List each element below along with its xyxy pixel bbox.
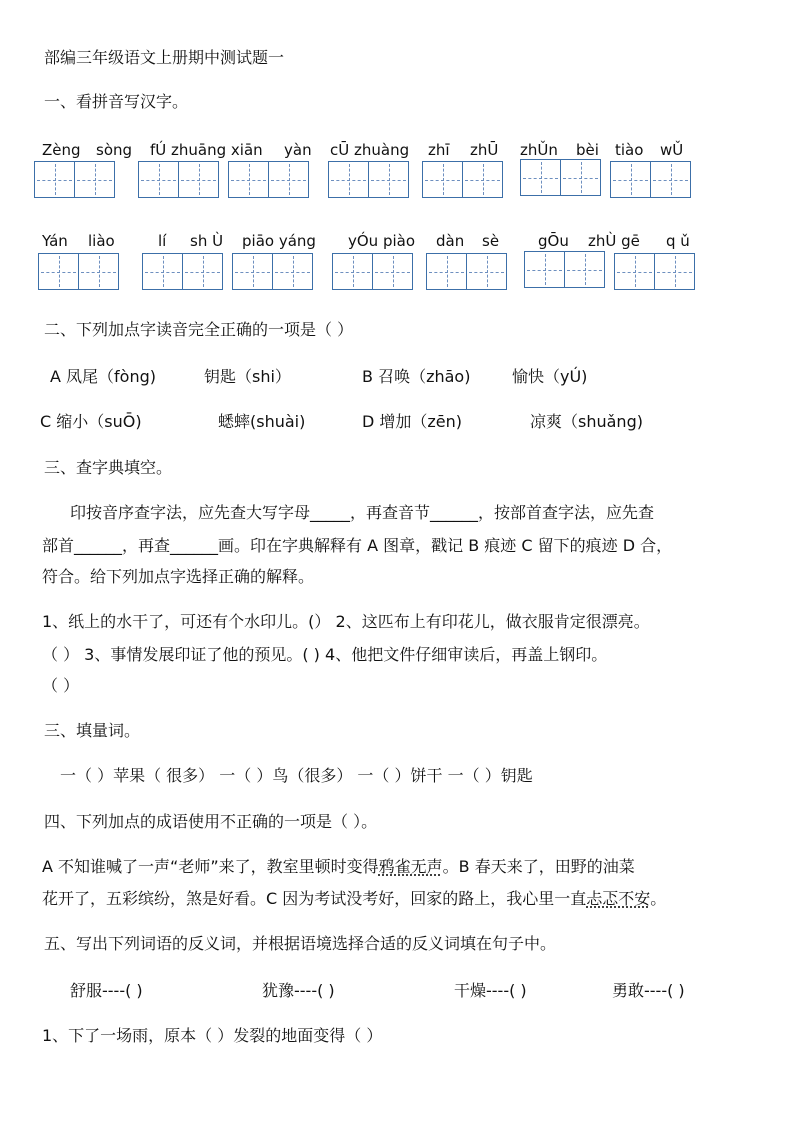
tianzige-box[interactable] [422, 161, 502, 198]
option-c-word-1: C 缩小（suŌ) [40, 412, 142, 431]
tianzige-box[interactable] [328, 161, 408, 198]
tianzige-box[interactable] [614, 253, 694, 290]
pinyin-label: piāo yáng [242, 232, 316, 250]
pinyin-label: bèi [576, 141, 599, 159]
pinyin-label: zhī [428, 141, 450, 159]
pinyin-label: sòng [96, 141, 133, 159]
option-a-word-1: A 凤尾（fòng) [50, 367, 156, 386]
pinyin-label: lí [158, 232, 167, 250]
page-title: 部编三年级语文上册期中测试题一 [44, 48, 285, 67]
tianzige-box[interactable] [138, 161, 218, 198]
pinyin-label: tiào [615, 141, 644, 159]
tianzige-box[interactable] [142, 253, 222, 290]
antonym-item-1: 舒服----( ) [70, 981, 143, 1000]
dictionary-question-line-3: （ ） [42, 676, 80, 695]
pinyin-label: Yán [42, 232, 68, 250]
antonym-item-4: 勇敢----( ) [612, 981, 685, 1000]
pinyin-label: liào [88, 232, 115, 250]
measure-word-line: 一（ ）苹果（ 很多） 一（ ）鸟（很多） 一（ ）饼干 一（ ）钥匙 [60, 766, 533, 785]
pinyin-label: zhŪ [470, 141, 499, 159]
tianzige-box[interactable] [332, 253, 412, 290]
option-d-word-2: 凉爽（shuǎng) [530, 412, 643, 431]
dictionary-paragraph-line-3: 符合。给下列加点字选择正确的解释。 [42, 567, 315, 586]
option-a-word-2: 钥匙（shi） [204, 367, 291, 386]
idiom-line-1 [42, 857, 635, 877]
tianzige-box[interactable] [34, 161, 114, 198]
idiom-dotted-word: 鸦雀无声 [378, 857, 443, 876]
dictionary-paragraph-line-1: 印按音序查字法，应先查大写字母_____，再查音节______，按部首查字法，应先查 [70, 503, 655, 522]
tianzige-box[interactable] [524, 251, 604, 288]
section-2-heading: 二、下列加点字读音完全正确的一项是（ ） [44, 320, 354, 339]
idiom-line-2 [42, 889, 666, 909]
idiom-text: A 不知谁喊了一声“老师”来了，教室里顿时变得 [42, 857, 379, 876]
option-d-word-1: D 增加（zēn) [362, 412, 463, 431]
idiom-text: 花开了，五彩缤纷，煞是好看。C 因为考试没考好，回家的路上，我心里一直 [42, 889, 587, 908]
option-c-word-2: 蟋蟀(shuài) [218, 412, 306, 431]
dictionary-question-line-2: （ ） 3、事情发展印证了他的预见。( ) 4、他把文件仔细审读后，再盖上钢印。 [42, 645, 608, 664]
tianzige-box[interactable] [610, 161, 690, 198]
pinyin-label: fÚ zhuāng xiān [150, 141, 263, 159]
section-1-heading: 一、看拼音写汉字。 [44, 92, 189, 111]
option-b-word-2: 愉快（yÚ) [512, 367, 588, 386]
section-3-heading: 三、查字典填空。 [44, 458, 173, 477]
pinyin-label: cŪ zhuàng [330, 141, 410, 159]
option-b-word-1: B 召唤（zhāo) [362, 367, 471, 386]
pinyin-label: sè [482, 232, 500, 250]
idiom-text: 。 [650, 889, 667, 908]
antonym-question-1: 1、下了一场雨，原本（ ）发裂的地面变得（ ） [42, 1026, 383, 1045]
pinyin-label: gŌu [538, 232, 569, 250]
idiom-text: 。B 春天来了，田野的油菜 [442, 857, 635, 876]
antonym-item-2: 犹豫----( ) [262, 981, 335, 1000]
idiom-heading: 四、下列加点的成语使用不正确的一项是（ ）。 [44, 812, 378, 831]
dictionary-paragraph-line-2: 部首______，再查______画。印在字典解释有 A 图章，戳记 B 痕迹 C 留下的痕迹 D 合， [42, 536, 673, 555]
tianzige-box[interactable] [520, 159, 600, 196]
tianzige-box[interactable] [232, 253, 312, 290]
dictionary-question-line-1: 1、纸上的水干了，可还有个水印儿。(） 2、这匹布上有印花儿，做衣服肯定很漂亮。 [42, 612, 650, 631]
pinyin-label: yÓu piào [348, 232, 416, 250]
tianzige-box[interactable] [426, 253, 506, 290]
measure-word-heading: 三、填量词。 [44, 721, 141, 740]
tianzige-box[interactable] [228, 161, 308, 198]
pinyin-label: Zèng [42, 141, 81, 159]
pinyin-label: zhÙ gē [588, 232, 640, 250]
tianzige-box[interactable] [38, 253, 118, 290]
pinyin-label: zhǓn [520, 141, 558, 159]
idiom-dotted-word: 忐忑不安 [586, 889, 651, 908]
antonym-item-3: 干燥----( ) [454, 981, 527, 1000]
pinyin-label: dàn [436, 232, 465, 250]
pinyin-label: yàn [284, 141, 312, 159]
pinyin-label: q ǔ [666, 232, 690, 250]
pinyin-label: sh Ù [190, 232, 224, 250]
antonym-heading: 五、写出下列词语的反义词，并根据语境选择合适的反义词填在句子中。 [44, 934, 557, 953]
pinyin-label: wǓ [660, 141, 684, 159]
